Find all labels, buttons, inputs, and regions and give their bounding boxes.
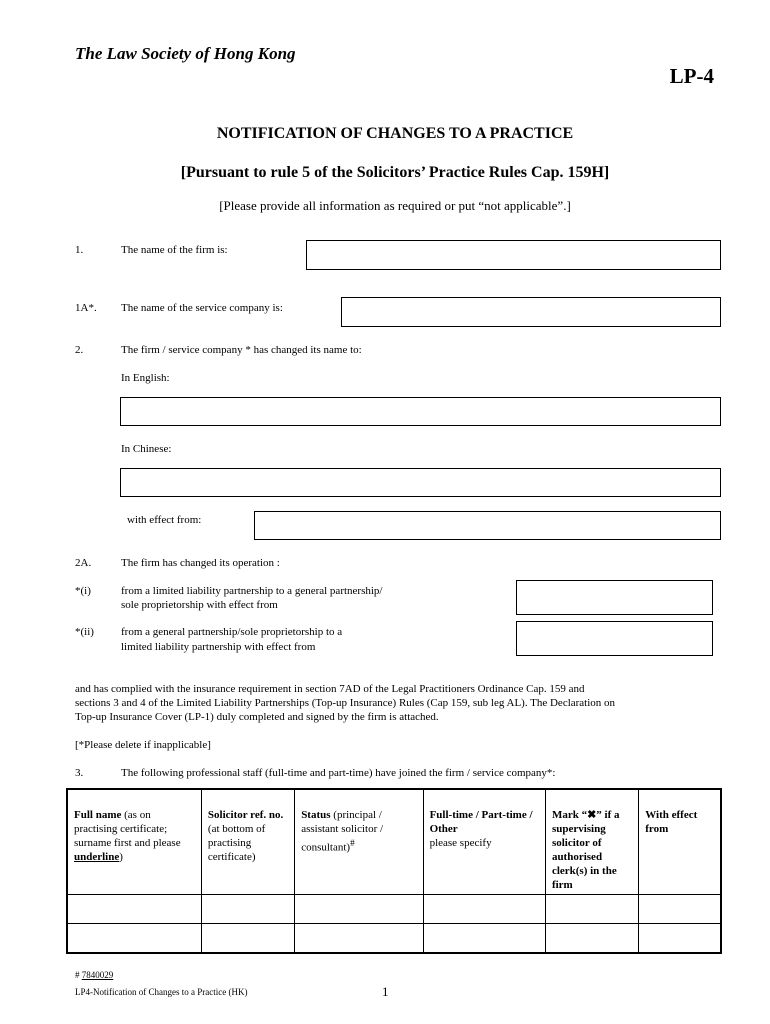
compliance-line-3: Top-up Insurance Cover (LP-1) duly completed and signed by the firm is attached. (75, 711, 439, 723)
table-header-row (67, 789, 721, 895)
row2-full-name-cell[interactable] (67, 924, 201, 954)
form-title: NOTIFICATION OF CHANGES TO A PRACTICE (216, 125, 574, 142)
col5-bold: Mark “✖” if a supervising solicitor of authorised clerk(s) in the firm (551, 809, 620, 891)
item-3-label: The following professional staff (full-time and part-time) have joined the firm / service company*: (121, 767, 556, 779)
item-1-number: 1. (75, 244, 84, 256)
row2-employment-cell[interactable] (423, 924, 545, 954)
staff-table (66, 788, 722, 954)
col1-underline: underline (74, 851, 120, 863)
col6-bold: With effect from (645, 809, 698, 835)
col1-end: ) (119, 851, 123, 863)
chinese-name-field[interactable] (120, 468, 721, 497)
col-status-header (295, 789, 423, 895)
row1-effect-cell[interactable] (639, 895, 721, 924)
col2-rest: (at bottom of practising certificate) (207, 823, 266, 863)
service-company-name-field[interactable] (341, 297, 721, 327)
item-2-label: The firm / service company * has changed its name to: (121, 344, 362, 356)
col-employment-type-header (423, 789, 545, 895)
row1-full-name-cell[interactable] (67, 895, 201, 924)
row1-employment-cell[interactable] (423, 895, 545, 924)
option-ii-line2: limited liability partnership with effect from (121, 641, 316, 653)
form-instruction: [Please provide all information as required or put “not applicable”.] (219, 198, 571, 213)
option-i-line1: from a limited liability partnership to a general partnership/ (121, 585, 383, 597)
compliance-line-2: sections 3 and 4 of the Limited Liability Partnerships (Top-up Insurance) Rules (Cap 159, sub leg AL). The Declaration on (75, 697, 616, 709)
english-name-label: In English: (121, 372, 170, 384)
col-full-name-header (67, 789, 201, 895)
form-code: LP-4 (669, 64, 714, 88)
row1-status-cell[interactable] (295, 895, 423, 924)
footer-ref-code[interactable]: 7840029 (81, 970, 114, 980)
compliance-line-1: and has complied with the insurance requirement in section 7AD of the Legal Practitioners Ordinance Cap. 159 and (75, 683, 585, 695)
option-i-line2: sole proprietorship with effect from (121, 599, 278, 611)
col4-bold: Full-time / Part-time / Other (429, 809, 533, 835)
option-ii-line1: from a general partnership/sole proprietorship to a (121, 626, 343, 638)
item-2-number: 2. (75, 344, 84, 356)
page-number: 1 (382, 984, 389, 999)
row2-ref-cell[interactable] (201, 924, 294, 954)
col1-rest: (as on practising certificate; surname first and please (74, 809, 181, 849)
row2-effect-cell[interactable] (639, 924, 721, 954)
option-ii-number: *(ii) (75, 626, 94, 638)
footer-reference (75, 970, 113, 980)
name-change-effect-date-field[interactable] (254, 511, 721, 540)
form-subtitle: [Pursuant to rule 5 of the Solicitors’ Practice Rules Cap. 159H] (180, 164, 610, 181)
firm-name-field[interactable] (306, 240, 721, 270)
col-effect-date-header (639, 789, 721, 895)
footer-ref-prefix: # (75, 970, 82, 980)
row2-status-cell[interactable] (295, 924, 423, 954)
delete-note: [*Please delete if inapplicable] (75, 739, 211, 751)
organization-name: The Law Society of Hong Kong (75, 44, 296, 63)
general-to-llp-effect-date-field[interactable] (516, 621, 713, 656)
item-1-label: The name of the firm is: (121, 244, 228, 256)
row1-mark-cell[interactable] (545, 895, 638, 924)
table-row (67, 895, 721, 924)
col3-rest: (principal / assistant solicitor / consultant) (301, 809, 384, 854)
item-2a-number: 2A. (75, 557, 92, 569)
chinese-name-label: In Chinese: (121, 443, 172, 455)
effect-date-label: with effect from: (127, 514, 202, 526)
item-1a-label: The name of the service company is: (121, 302, 283, 314)
english-name-field[interactable] (120, 397, 721, 426)
col-supervising-mark-header (545, 789, 638, 895)
item-3-number: 3. (75, 767, 84, 779)
llp-to-general-effect-date-field[interactable] (516, 580, 713, 615)
item-2a-label: The firm has changed its operation : (121, 557, 280, 569)
table-row (67, 924, 721, 954)
col1-bold: Full name (74, 809, 122, 821)
row1-ref-cell[interactable] (201, 895, 294, 924)
col4-rest: please specify (429, 837, 492, 849)
item-1a-number: 1A*. (75, 302, 97, 314)
col-solicitor-ref-header (201, 789, 294, 895)
footer-document-name: LP4-Notification of Changes to a Practice (HK) (75, 987, 248, 997)
row2-mark-cell[interactable] (545, 924, 638, 954)
col2-bold: Solicitor ref. no. (207, 809, 284, 821)
col3-bold: Status (301, 809, 331, 821)
col3-sup: # (350, 838, 355, 848)
option-i-number: *(i) (75, 585, 91, 597)
